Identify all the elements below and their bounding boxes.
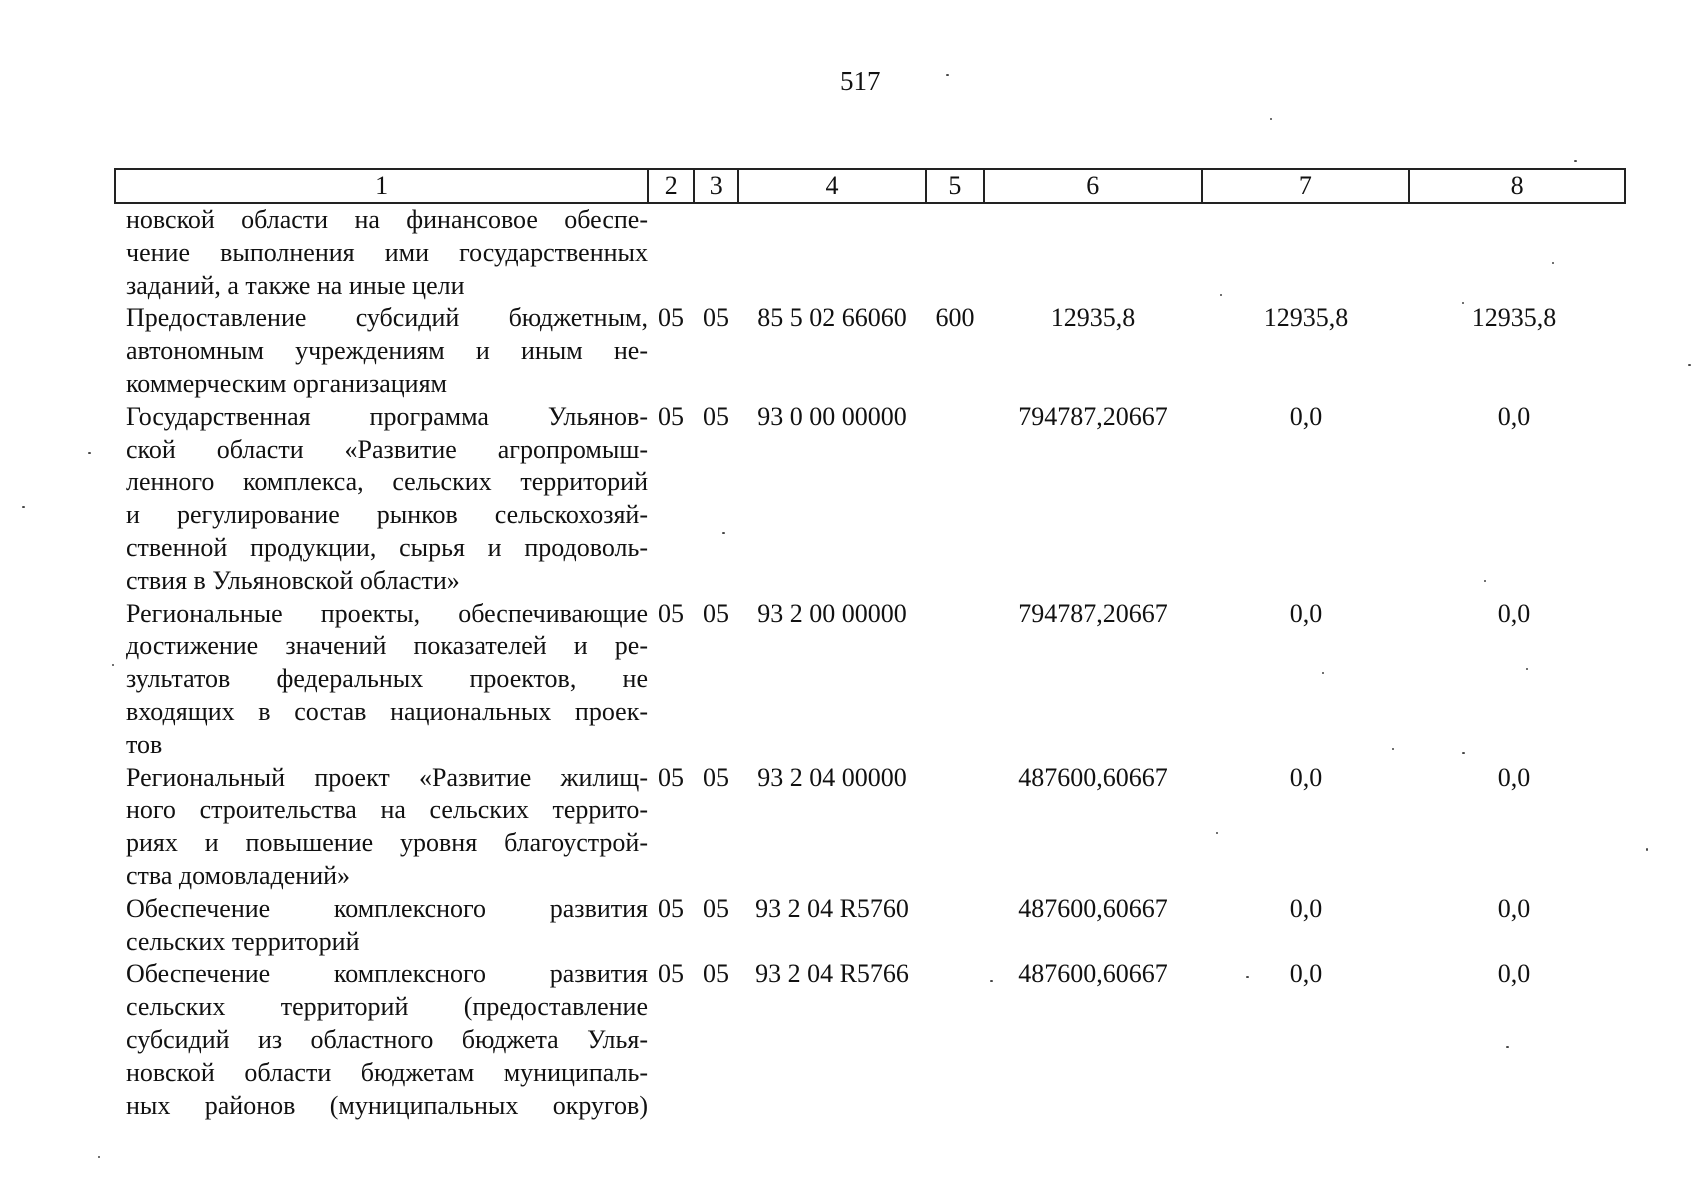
cell-amount-7: 0,0 <box>1289 893 1323 923</box>
row-description <box>114 598 648 762</box>
table-row <box>114 302 1626 400</box>
cell-subsection: 05 <box>703 303 729 333</box>
scan-speck <box>1462 752 1465 754</box>
scan-speck <box>1270 118 1272 120</box>
cell-subsection: 05 <box>703 598 729 628</box>
cell-target-code: 93 2 00 00000 <box>757 598 907 628</box>
cell-amount-6: 794787,20667 <box>1018 401 1168 431</box>
description-line: зультатов федеральных проектов, не <box>126 664 648 694</box>
table-row <box>114 204 1626 302</box>
cell-amount-6: 487600,60667 <box>1018 893 1168 923</box>
description-line: и регулирование рынков сельскохозяй- <box>126 500 648 530</box>
description-line: Обеспечение комплексного развития <box>126 893 648 923</box>
table-row <box>114 893 1626 959</box>
table-row <box>114 401 1626 598</box>
cell-target-code: 85 5 02 66060 <box>757 303 907 333</box>
cell-amount-8: 12935,8 <box>1471 303 1557 333</box>
cell-section: 05 <box>658 762 684 792</box>
description-line: чение выполнения ими государственных <box>126 237 648 267</box>
description-line: Предоставление субсидий бюджетным, <box>126 303 648 333</box>
cell-section: 05 <box>658 959 684 989</box>
scan-speck <box>946 74 949 76</box>
cell-amount-7: 12935,8 <box>1263 303 1349 333</box>
description-line: новской области бюджетам муниципаль- <box>126 1057 648 1087</box>
description-line: Региональные проекты, обеспечивающие <box>126 598 648 628</box>
description-line: коммерческим организациям <box>126 368 448 398</box>
scan-speck <box>98 1156 100 1158</box>
table-header <box>114 168 1626 204</box>
description-line: входящих в состав национальных проек- <box>126 696 648 726</box>
budget-table <box>114 204 1626 1122</box>
scan-speck <box>990 980 993 982</box>
description-line: тов <box>126 729 163 759</box>
cell-amount-8: 0,0 <box>1497 598 1531 628</box>
cell-subsection: 05 <box>703 893 729 923</box>
cell-amount-7: 0,0 <box>1289 762 1323 792</box>
cell-amount-7: 0,0 <box>1289 959 1323 989</box>
cell-amount-8: 0,0 <box>1497 893 1531 923</box>
scan-speck <box>1246 976 1249 978</box>
header-col-4: 4 <box>739 170 927 202</box>
cell-amount-7: 0,0 <box>1289 401 1323 431</box>
description-line: ственной продукции, сырья и продоволь- <box>126 532 648 562</box>
cell-section: 05 <box>658 303 684 333</box>
cell-amount-6: 487600,60667 <box>1018 762 1168 792</box>
scan-speck <box>1392 748 1394 750</box>
header-col-8: 8 <box>1510 171 1524 200</box>
cell-section: 05 <box>658 893 684 923</box>
cell-amount-8: 0,0 <box>1497 959 1531 989</box>
header-col-2: 2 <box>649 170 695 202</box>
cell-section: 05 <box>658 401 684 431</box>
row-description <box>114 893 648 959</box>
header-col-6: 6 <box>985 170 1203 202</box>
scan-speck <box>88 452 91 454</box>
description-line: Региональный проект «Развитие жилищ- <box>126 762 648 792</box>
scan-speck <box>1322 672 1324 674</box>
table-row <box>114 762 1626 893</box>
description-line: достижение значений показателей и ре- <box>126 631 648 661</box>
description-line: ных районов (муниципальных округов) <box>126 1090 648 1120</box>
table-row <box>114 598 1626 762</box>
cell-target-code: 93 2 04 00000 <box>757 762 907 792</box>
cell-amount-6: 487600,60667 <box>1018 959 1168 989</box>
header-col-5: 5 <box>927 170 985 202</box>
description-line: заданий, а также на иные цели <box>126 270 465 300</box>
description-line: ного строительства на сельских террито- <box>126 795 648 825</box>
row-description <box>114 958 648 1122</box>
scan-speck <box>22 506 25 508</box>
cell-target-code: 93 2 04 R5766 <box>755 959 909 989</box>
row-description <box>114 302 648 400</box>
scan-speck <box>1484 580 1486 582</box>
description-line: ской области «Развитие агропромыш- <box>126 434 648 464</box>
description-line: Государственная программа Ульянов- <box>126 401 648 431</box>
description-line: автономным учреждениям и иным не- <box>126 336 648 366</box>
cell-section: 05 <box>658 598 684 628</box>
scan-speck <box>722 532 725 534</box>
header-col-1: 1 <box>116 170 649 202</box>
description-line: новской области на финансовое обеспе- <box>126 205 648 234</box>
cell-target-code: 93 0 00 00000 <box>757 401 907 431</box>
header-col-7: 7 <box>1203 170 1411 202</box>
cell-amount-8: 0,0 <box>1497 762 1531 792</box>
description-line: ства домовладений» <box>126 860 351 890</box>
scan-speck <box>1552 262 1554 264</box>
description-line: ленного комплекса, сельских территорий <box>126 467 648 497</box>
scan-speck <box>1646 848 1648 851</box>
cell-target-code: 93 2 04 R5760 <box>755 893 909 923</box>
cell-amount-7: 0,0 <box>1289 598 1323 628</box>
scan-speck <box>112 664 114 666</box>
row-description <box>114 762 648 893</box>
scan-speck <box>1688 364 1691 366</box>
row-description <box>114 401 648 598</box>
cell-expense-type: 600 <box>935 303 975 333</box>
cell-subsection: 05 <box>703 762 729 792</box>
scan-speck <box>1216 832 1218 834</box>
scan-speck <box>1574 160 1577 162</box>
cell-subsection: 05 <box>703 959 729 989</box>
cell-amount-6: 12935,8 <box>1050 303 1136 333</box>
scan-speck <box>1526 668 1528 670</box>
description-line: сельских территорий <box>126 926 360 956</box>
description-line: ствия в Ульяновской области» <box>126 565 460 595</box>
description-line: сельских территорий (предоставление <box>126 992 648 1022</box>
description-line: риях и повышение уровня благоустрой- <box>126 828 648 858</box>
scan-speck <box>1462 302 1464 304</box>
description-line: Обеспечение комплексного развития <box>126 959 648 989</box>
cell-subsection: 05 <box>703 401 729 431</box>
scan-speck <box>1220 294 1222 296</box>
header-col-3: 3 <box>695 170 739 202</box>
table-row <box>114 958 1626 1122</box>
page-number: 517 <box>840 66 881 96</box>
cell-amount-8: 0,0 <box>1497 401 1531 431</box>
cell-amount-6: 794787,20667 <box>1018 598 1168 628</box>
row-description <box>114 204 648 302</box>
description-line: субсидий из областного бюджета Улья- <box>126 1024 648 1054</box>
scan-speck <box>1506 1046 1509 1048</box>
